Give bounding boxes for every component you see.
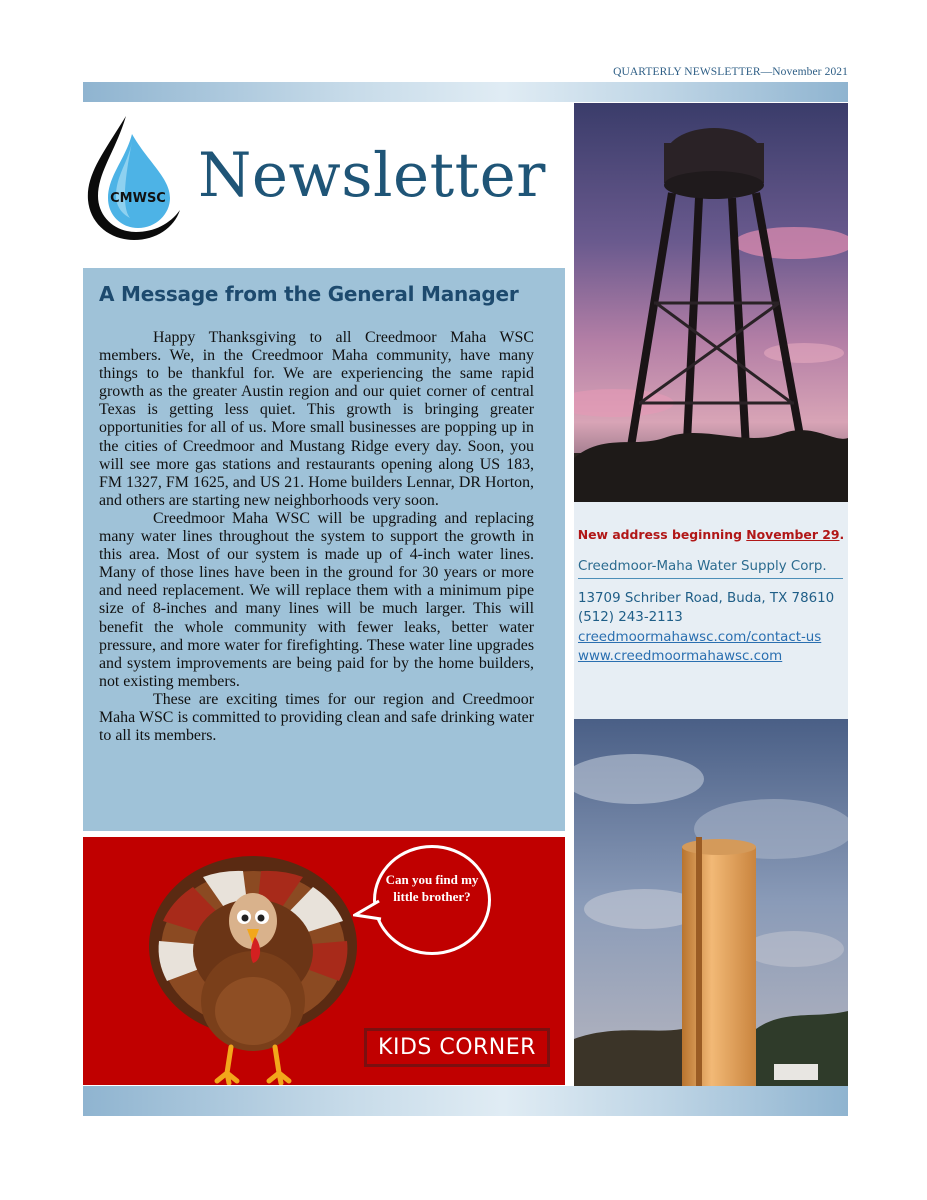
phone-number: (512) 243-2113 (578, 610, 683, 625)
kids-corner-label: KIDS CORNER (364, 1028, 550, 1067)
cmwsc-logo (86, 112, 182, 242)
water-tank-photo (574, 719, 848, 1086)
top-divider-bar (83, 82, 848, 102)
newsletter-issue-line: QUARTERLY NEWSLETTER—November 2021 (613, 66, 848, 78)
speech-bubble-text: Can you find my little brother? (385, 872, 479, 904)
info-divider (578, 578, 843, 579)
mailing-address: 13709 Schriber Road, Buda, TX 78610 (578, 591, 835, 606)
message-body (99, 329, 534, 745)
bottom-divider-bar (83, 1086, 848, 1116)
new-address-prefix: New address beginning (577, 527, 747, 542)
message-paragraph-2: Creedmoor Maha WSC will be upgrading and replacing many water lines throughout the system to support the growth in this area. Most of our system is made up of 4-inch water lines. Many of those lines have been in the ground for 30 years or more and need replacement. We will replace them with a minimum pipe size of 8-inches and many lines will be much larger. This will benefit the whole community with fewer leaks, better water pressure, and more water for firefighting. These water line upgrades and system improvements are being paid for by the home builders, not existing members. (99, 509, 534, 690)
message-paragraph-3: These are exciting times for our region and Creedmoor Maha WSC is committed to providing clean and safe drinking water to all its members. (99, 690, 534, 745)
new-address-date: November 29 (746, 527, 840, 542)
new-address-notice (574, 527, 848, 542)
new-address-suffix: . (839, 527, 845, 542)
organization-name: Creedmoor-Maha Water Supply Corp. (578, 559, 827, 574)
general-manager-message (83, 268, 565, 831)
turkey-illustration (143, 851, 363, 1085)
message-paragraph-1: Happy Thanksgiving to all Creedmoor Maha WSC members. We, in the Creedmoor Maha community, have many things to be thankful for. We are experiencing the same rapid growth as the greater Austin region and our quiet corner of central Texas is getting less quiet. This growth is bringing greater opportunities for all of us. More small businesses are popping up in the cities of Creedmoor and Mustang Ridge every day. Soon, you will see more gas stations and restaurants opening along US 183, FM 1327, FM 1625, and US 21. Home builders Lennar, DR Horton, and others are starting new neighborhoods very soon. (99, 329, 534, 509)
logo-text: CMWSC (110, 191, 166, 206)
water-tower-photo (574, 103, 848, 502)
message-heading: A Message from the General Manager (99, 282, 519, 306)
contact-us-link[interactable]: creedmoormahawsc.com/contact-us (578, 630, 822, 645)
kids-corner-panel (83, 837, 565, 1085)
website-link[interactable]: www.creedmoormahawsc.com (578, 649, 783, 664)
masthead-title: Newsletter (198, 140, 546, 211)
